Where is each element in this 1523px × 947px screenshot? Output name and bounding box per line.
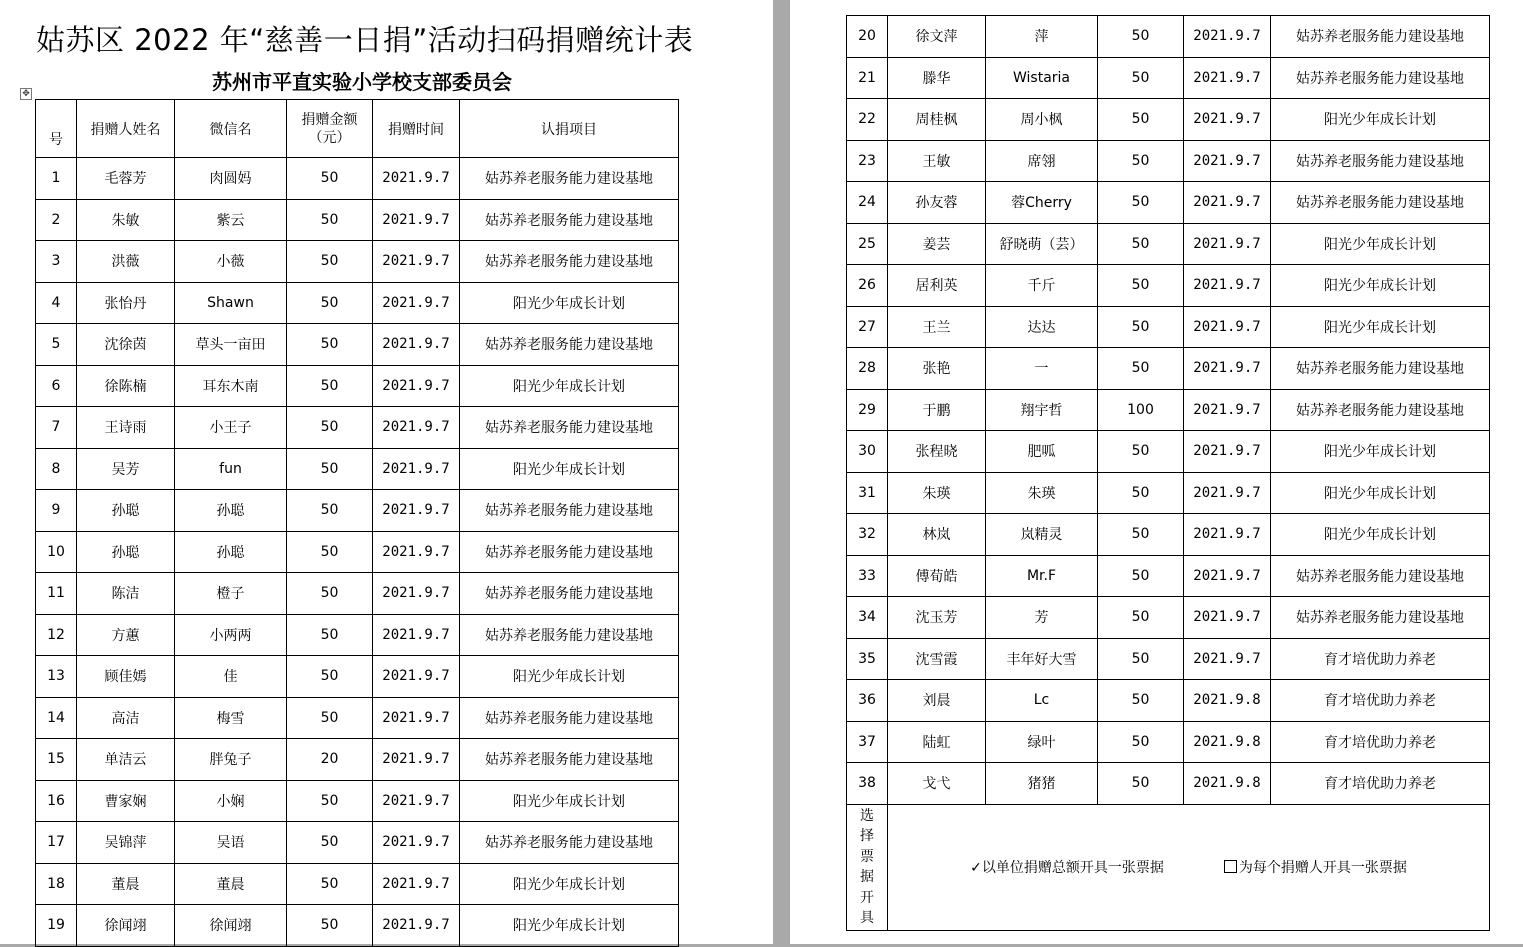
donor-name: 董晨 xyxy=(77,863,175,905)
wechat-name: Mr.F xyxy=(986,555,1098,597)
row-number: 30 xyxy=(847,431,888,473)
donation-date: 2021.9.7 xyxy=(373,407,460,449)
donation-amount: 50 xyxy=(287,905,373,947)
row-number: 10 xyxy=(36,531,77,573)
table-move-handle-icon[interactable]: ✥ xyxy=(20,88,32,100)
wechat-name: 董晨 xyxy=(175,863,287,905)
receipt-option-each[interactable] xyxy=(1224,857,1407,877)
donor-name: 王诗雨 xyxy=(77,407,175,449)
donation-date: 2021.9.7 xyxy=(1184,514,1271,556)
donor-name: 王兰 xyxy=(888,306,986,348)
row-number: 31 xyxy=(847,472,888,514)
donation-project: 育才培优助力养老 xyxy=(1271,680,1490,722)
donation-date: 2021.9.7 xyxy=(373,448,460,490)
donation-project: 姑苏养老服务能力建设基地 xyxy=(460,241,679,283)
donation-project: 阳光少年成长计划 xyxy=(460,365,679,407)
receipt-label: 选择票据开具 xyxy=(860,807,874,926)
row-number: 22 xyxy=(847,99,888,141)
donor-name: 徐文萍 xyxy=(888,16,986,58)
donation-date: 2021.9.7 xyxy=(1184,223,1271,265)
row-number: 27 xyxy=(847,306,888,348)
header-no: 号 xyxy=(36,100,77,158)
donation-date: 2021.9.7 xyxy=(1184,182,1271,224)
table-row xyxy=(847,182,1490,224)
donor-name: 高洁 xyxy=(77,697,175,739)
donation-date: 2021.9.7 xyxy=(373,365,460,407)
donor-name: 洪薇 xyxy=(77,241,175,283)
row-number: 5 xyxy=(36,324,77,366)
table-row xyxy=(847,389,1490,431)
donation-date: 2021.9.7 xyxy=(373,199,460,241)
donation-date: 2021.9.7 xyxy=(373,780,460,822)
document-subtitle: 苏州市平直实验小学校支部委员会 xyxy=(212,70,512,94)
row-number: 14 xyxy=(36,697,77,739)
donation-date: 2021.9.7 xyxy=(373,573,460,615)
donation-date: 2021.9.7 xyxy=(1184,555,1271,597)
row-number: 9 xyxy=(36,490,77,532)
wechat-name: 萍 xyxy=(986,16,1098,58)
donor-name: 居利英 xyxy=(888,265,986,307)
donor-name: 沈玉芳 xyxy=(888,597,986,639)
donation-amount: 50 xyxy=(287,365,373,407)
donation-amount: 50 xyxy=(1098,431,1184,473)
wechat-name: 达达 xyxy=(986,306,1098,348)
table-row xyxy=(36,905,679,947)
donor-name: 吴芳 xyxy=(77,448,175,490)
wechat-name: 千斤 xyxy=(986,265,1098,307)
table-row xyxy=(36,365,679,407)
donor-name: 曹家娴 xyxy=(77,780,175,822)
donation-date: 2021.9.7 xyxy=(373,241,460,283)
donation-project: 姑苏养老服务能力建设基地 xyxy=(460,739,679,781)
header-time: 捐赠时间 xyxy=(373,100,460,158)
wechat-name: 周小枫 xyxy=(986,99,1098,141)
row-number: 36 xyxy=(847,680,888,722)
donor-name: 于鹏 xyxy=(888,389,986,431)
wechat-name: 小薇 xyxy=(175,241,287,283)
wechat-name: 肉圆妈 xyxy=(175,158,287,200)
row-number: 6 xyxy=(36,365,77,407)
donation-project: 姑苏养老服务能力建设基地 xyxy=(460,199,679,241)
donor-name: 朱敏 xyxy=(77,199,175,241)
donation-table-page-1 xyxy=(35,99,679,947)
row-number: 2 xyxy=(36,199,77,241)
donation-project: 姑苏养老服务能力建设基地 xyxy=(1271,182,1490,224)
donation-date: 2021.9.7 xyxy=(1184,638,1271,680)
row-number: 21 xyxy=(847,57,888,99)
donation-date: 2021.9.7 xyxy=(373,490,460,532)
donation-date: 2021.9.7 xyxy=(1184,348,1271,390)
wechat-name: 草头一亩田 xyxy=(175,324,287,366)
donation-date: 2021.9.8 xyxy=(1184,680,1271,722)
donation-amount: 50 xyxy=(1098,57,1184,99)
donation-amount: 50 xyxy=(1098,597,1184,639)
table-row xyxy=(847,223,1490,265)
donation-project: 姑苏养老服务能力建设基地 xyxy=(460,822,679,864)
wechat-name: 橙子 xyxy=(175,573,287,615)
wechat-name: 徐闻翊 xyxy=(175,905,287,947)
wechat-name: 丰年好大雪 xyxy=(986,638,1098,680)
row-number: 24 xyxy=(847,182,888,224)
receipt-option-total-label: ✓以单位捐赠总额开具一张票据 xyxy=(970,860,1164,876)
donation-project: 姑苏养老服务能力建设基地 xyxy=(1271,57,1490,99)
donation-amount: 100 xyxy=(1098,389,1184,431)
wechat-name: Shawn xyxy=(175,282,287,324)
row-number: 34 xyxy=(847,597,888,639)
donation-date: 2021.9.7 xyxy=(1184,99,1271,141)
donor-name: 陆虹 xyxy=(888,721,986,763)
receipt-options xyxy=(888,804,1490,930)
donation-date: 2021.9.7 xyxy=(1184,57,1271,99)
donation-project: 姑苏养老服务能力建设基地 xyxy=(460,573,679,615)
donor-name: 王敏 xyxy=(888,140,986,182)
wechat-name: 梅雪 xyxy=(175,697,287,739)
donor-name: 张怡丹 xyxy=(77,282,175,324)
table-row xyxy=(36,324,679,366)
donor-name: 孙聪 xyxy=(77,531,175,573)
table-row xyxy=(36,199,679,241)
table-row xyxy=(847,514,1490,556)
wechat-name: 紫云 xyxy=(175,199,287,241)
donation-date: 2021.9.7 xyxy=(373,822,460,864)
donation-amount: 50 xyxy=(287,158,373,200)
donation-project: 姑苏养老服务能力建设基地 xyxy=(1271,555,1490,597)
wechat-name: 胖兔子 xyxy=(175,739,287,781)
donation-amount: 50 xyxy=(287,282,373,324)
donation-amount: 50 xyxy=(287,697,373,739)
row-number: 33 xyxy=(847,555,888,597)
donation-date: 2021.9.7 xyxy=(1184,597,1271,639)
table-row xyxy=(847,265,1490,307)
donation-amount: 50 xyxy=(287,573,373,615)
table-row xyxy=(36,282,679,324)
wechat-name: 一 xyxy=(986,348,1098,390)
donation-project: 育才培优助力养老 xyxy=(1271,763,1490,805)
table-row xyxy=(36,407,679,449)
wechat-name: 孙聪 xyxy=(175,490,287,532)
donation-amount: 50 xyxy=(287,531,373,573)
donation-date: 2021.9.7 xyxy=(1184,140,1271,182)
row-number: 19 xyxy=(36,905,77,947)
table-header-row xyxy=(36,100,679,158)
row-number: 23 xyxy=(847,140,888,182)
table-row xyxy=(847,57,1490,99)
receipt-option-each-label: 为每个捐赠人开具一张票据 xyxy=(1238,860,1407,876)
wechat-name: 小娴 xyxy=(175,780,287,822)
table-row xyxy=(847,555,1490,597)
donor-name: 徐闻翊 xyxy=(77,905,175,947)
wechat-name: 孙聪 xyxy=(175,531,287,573)
donor-name: 吴锦萍 xyxy=(77,822,175,864)
donation-project: 阳光少年成长计划 xyxy=(1271,514,1490,556)
row-number: 12 xyxy=(36,614,77,656)
donation-date: 2021.9.7 xyxy=(373,158,460,200)
donation-date: 2021.9.7 xyxy=(1184,265,1271,307)
donation-amount: 50 xyxy=(287,822,373,864)
donation-project: 姑苏养老服务能力建设基地 xyxy=(1271,348,1490,390)
donation-amount: 50 xyxy=(1098,638,1184,680)
donation-date: 2021.9.7 xyxy=(373,697,460,739)
row-number: 29 xyxy=(847,389,888,431)
wechat-name: 小王子 xyxy=(175,407,287,449)
donor-name: 陈洁 xyxy=(77,573,175,615)
donation-project: 阳光少年成长计划 xyxy=(460,780,679,822)
donation-project: 阳光少年成长计划 xyxy=(460,282,679,324)
table-row xyxy=(36,531,679,573)
row-number: 18 xyxy=(36,863,77,905)
donor-name: 毛蓉芳 xyxy=(77,158,175,200)
donation-project: 阳光少年成长计划 xyxy=(460,863,679,905)
table-row xyxy=(36,780,679,822)
checkbox-empty-icon[interactable] xyxy=(1224,860,1237,873)
header-donor-name: 捐赠人姓名 xyxy=(77,100,175,158)
donation-project: 阳光少年成长计划 xyxy=(1271,306,1490,348)
header-wechat-name: 微信名 xyxy=(175,100,287,158)
donation-project: 阳光少年成长计划 xyxy=(1271,431,1490,473)
header-amount: 捐赠金额（元） xyxy=(287,100,373,158)
donation-date: 2021.9.7 xyxy=(1184,472,1271,514)
table-row xyxy=(36,656,679,698)
table-row xyxy=(847,348,1490,390)
table-row xyxy=(36,697,679,739)
donation-date: 2021.9.7 xyxy=(373,656,460,698)
donation-project: 姑苏养老服务能力建设基地 xyxy=(1271,16,1490,58)
donor-name: 孙友蓉 xyxy=(888,182,986,224)
donation-project: 姑苏养老服务能力建设基地 xyxy=(460,490,679,532)
donation-project: 阳光少年成长计划 xyxy=(1271,265,1490,307)
donor-name: 徐陈楠 xyxy=(77,365,175,407)
row-number: 20 xyxy=(847,16,888,58)
donation-project: 阳光少年成长计划 xyxy=(1271,472,1490,514)
row-number: 25 xyxy=(847,223,888,265)
donation-project: 姑苏养老服务能力建设基地 xyxy=(460,158,679,200)
table-row xyxy=(36,158,679,200)
donation-project: 阳光少年成长计划 xyxy=(460,905,679,947)
donation-amount: 50 xyxy=(1098,306,1184,348)
wechat-name: 芳 xyxy=(986,597,1098,639)
donation-project: 姑苏养老服务能力建设基地 xyxy=(1271,597,1490,639)
donation-amount: 20 xyxy=(287,739,373,781)
row-number: 32 xyxy=(847,514,888,556)
donor-name: 单洁云 xyxy=(77,739,175,781)
donor-name: 沈徐茵 xyxy=(77,324,175,366)
table-row xyxy=(36,739,679,781)
donation-amount: 50 xyxy=(287,490,373,532)
donation-date: 2021.9.7 xyxy=(373,531,460,573)
table-row xyxy=(36,863,679,905)
table-row xyxy=(847,680,1490,722)
table-row xyxy=(36,573,679,615)
wechat-name: 吴语 xyxy=(175,822,287,864)
donation-date: 2021.9.7 xyxy=(373,324,460,366)
donation-project: 姑苏养老服务能力建设基地 xyxy=(460,614,679,656)
row-number: 7 xyxy=(36,407,77,449)
donation-date: 2021.9.8 xyxy=(1184,763,1271,805)
row-number: 3 xyxy=(36,241,77,283)
row-number: 8 xyxy=(36,448,77,490)
table-row xyxy=(36,241,679,283)
row-number: 16 xyxy=(36,780,77,822)
donor-name: 张艳 xyxy=(888,348,986,390)
donation-date: 2021.9.7 xyxy=(373,905,460,947)
row-number: 15 xyxy=(36,739,77,781)
donation-project: 姑苏养老服务能力建设基地 xyxy=(460,697,679,739)
donation-amount: 50 xyxy=(287,241,373,283)
wechat-name: 舒晓萌（芸） xyxy=(986,223,1098,265)
table-row xyxy=(847,638,1490,680)
wechat-name: fun xyxy=(175,448,287,490)
donation-project: 阳光少年成长计划 xyxy=(460,656,679,698)
donor-name: 戈弋 xyxy=(888,763,986,805)
donation-amount: 50 xyxy=(287,863,373,905)
donation-amount: 50 xyxy=(287,780,373,822)
donation-date: 2021.9.7 xyxy=(373,614,460,656)
donation-project: 育才培优助力养老 xyxy=(1271,721,1490,763)
donor-name: 张程晓 xyxy=(888,431,986,473)
header-project: 认捐项目 xyxy=(460,100,679,158)
donation-date: 2021.9.7 xyxy=(1184,389,1271,431)
table-row xyxy=(36,822,679,864)
row-number: 4 xyxy=(36,282,77,324)
table-row xyxy=(847,721,1490,763)
donation-amount: 50 xyxy=(1098,348,1184,390)
wechat-name: 小两两 xyxy=(175,614,287,656)
wechat-name: 佳 xyxy=(175,656,287,698)
table-row xyxy=(36,614,679,656)
donation-date: 2021.9.7 xyxy=(1184,431,1271,473)
donor-name: 滕华 xyxy=(888,57,986,99)
donation-project: 姑苏养老服务能力建设基地 xyxy=(460,531,679,573)
row-number: 26 xyxy=(847,265,888,307)
wechat-name: Wistaria xyxy=(986,57,1098,99)
donation-amount: 50 xyxy=(1098,763,1184,805)
donation-project: 姑苏养老服务能力建设基地 xyxy=(460,324,679,366)
row-number: 38 xyxy=(847,763,888,805)
wechat-name: 肥呱 xyxy=(986,431,1098,473)
donation-date: 2021.9.7 xyxy=(373,282,460,324)
document-title: 姑苏区 2022 年“慈善一日捐”活动扫码捐赠统计表 xyxy=(36,23,694,57)
donation-amount: 50 xyxy=(1098,721,1184,763)
wechat-name: 绿叶 xyxy=(986,721,1098,763)
donation-date: 2021.9.8 xyxy=(1184,721,1271,763)
donor-name: 姜芸 xyxy=(888,223,986,265)
table-row xyxy=(36,490,679,532)
wechat-name: 耳东木南 xyxy=(175,365,287,407)
donation-date: 2021.9.7 xyxy=(1184,16,1271,58)
row-number: 13 xyxy=(36,656,77,698)
table-row xyxy=(847,763,1490,805)
donation-amount: 50 xyxy=(1098,140,1184,182)
table-row xyxy=(847,99,1490,141)
donor-name: 刘晨 xyxy=(888,680,986,722)
donation-amount: 50 xyxy=(1098,99,1184,141)
wechat-name: 蓉Cherry xyxy=(986,182,1098,224)
donation-amount: 50 xyxy=(287,614,373,656)
donor-name: 周桂枫 xyxy=(888,99,986,141)
donor-name: 顾佳嫣 xyxy=(77,656,175,698)
wechat-name: 翔宇哲 xyxy=(986,389,1098,431)
wechat-name: Lc xyxy=(986,680,1098,722)
row-number: 37 xyxy=(847,721,888,763)
wechat-name: 朱瑛 xyxy=(986,472,1098,514)
donation-amount: 50 xyxy=(287,199,373,241)
donation-amount: 50 xyxy=(1098,514,1184,556)
table-row xyxy=(847,472,1490,514)
donation-table-page-2 xyxy=(846,15,1490,931)
receipt-option-total[interactable] xyxy=(970,857,1164,877)
receipt-label-cell xyxy=(847,804,888,930)
donation-amount: 50 xyxy=(1098,472,1184,514)
table-row xyxy=(847,597,1490,639)
donation-amount: 50 xyxy=(287,448,373,490)
row-number: 1 xyxy=(36,158,77,200)
table-row xyxy=(847,306,1490,348)
donation-amount: 50 xyxy=(287,407,373,449)
donation-project: 阳光少年成长计划 xyxy=(460,448,679,490)
donation-project: 姑苏养老服务能力建设基地 xyxy=(1271,389,1490,431)
table-row xyxy=(36,448,679,490)
wechat-name: 猪猪 xyxy=(986,763,1098,805)
row-number: 11 xyxy=(36,573,77,615)
donation-amount: 50 xyxy=(1098,223,1184,265)
donor-name: 朱瑛 xyxy=(888,472,986,514)
donation-amount: 50 xyxy=(1098,182,1184,224)
receipt-option-row xyxy=(847,804,1490,930)
donor-name: 林岚 xyxy=(888,514,986,556)
donation-project: 阳光少年成长计划 xyxy=(1271,223,1490,265)
table-row xyxy=(847,431,1490,473)
table-row xyxy=(847,16,1490,58)
donor-name: 方蕙 xyxy=(77,614,175,656)
donation-project: 育才培优助力养老 xyxy=(1271,638,1490,680)
donation-amount: 50 xyxy=(1098,555,1184,597)
donation-date: 2021.9.7 xyxy=(373,739,460,781)
wechat-name: 岚精灵 xyxy=(986,514,1098,556)
row-number: 28 xyxy=(847,348,888,390)
donation-amount: 50 xyxy=(287,656,373,698)
donation-amount: 50 xyxy=(1098,265,1184,307)
donor-name: 孙聪 xyxy=(77,490,175,532)
donation-amount: 50 xyxy=(287,324,373,366)
donation-amount: 50 xyxy=(1098,16,1184,58)
donor-name: 傅荀皓 xyxy=(888,555,986,597)
row-number: 35 xyxy=(847,638,888,680)
donation-date: 2021.9.7 xyxy=(1184,306,1271,348)
row-number: 17 xyxy=(36,822,77,864)
donation-project: 姑苏养老服务能力建设基地 xyxy=(1271,140,1490,182)
donation-amount: 50 xyxy=(1098,680,1184,722)
donation-project: 姑苏养老服务能力建设基地 xyxy=(460,407,679,449)
donation-date: 2021.9.7 xyxy=(373,863,460,905)
donor-name: 沈雪霞 xyxy=(888,638,986,680)
wechat-name: 席翎 xyxy=(986,140,1098,182)
donation-project: 阳光少年成长计划 xyxy=(1271,99,1490,141)
table-row xyxy=(847,140,1490,182)
